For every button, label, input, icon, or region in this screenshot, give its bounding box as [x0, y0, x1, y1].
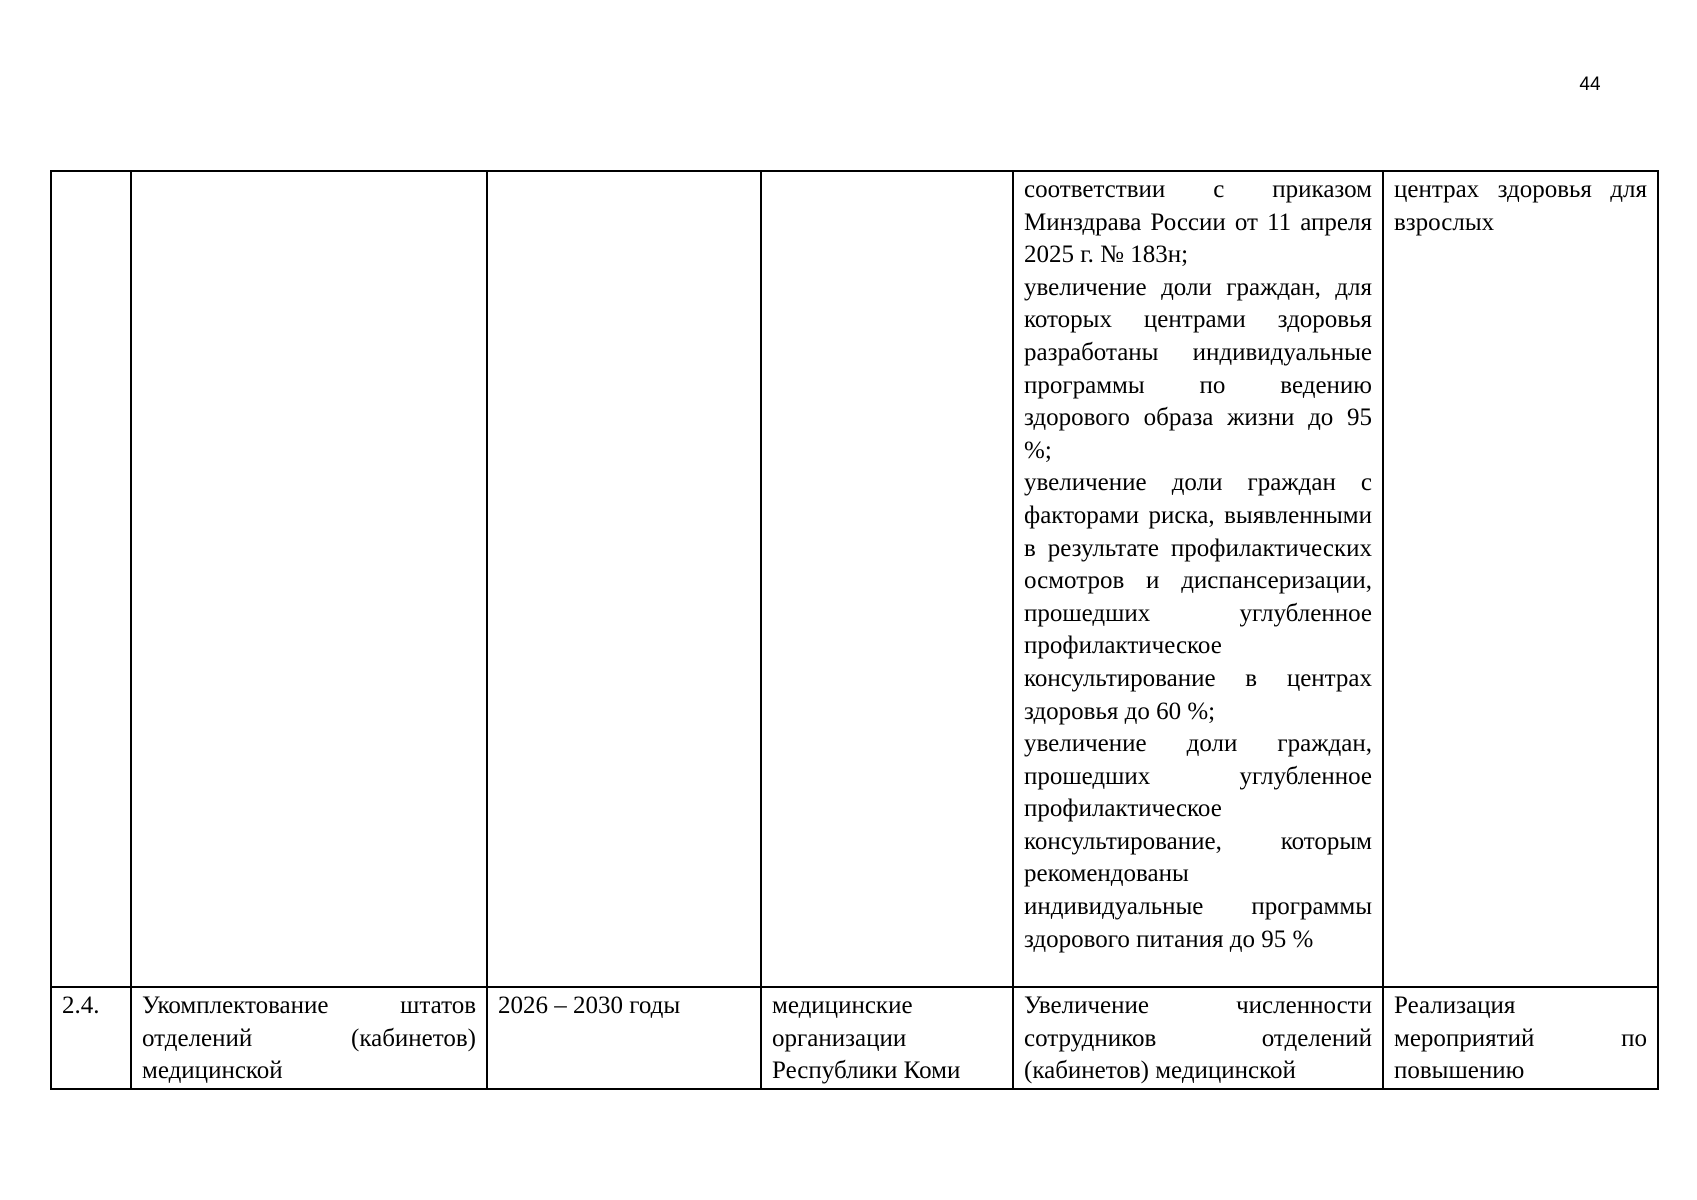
cell-indicator: Реализация мероприятий по повышению	[1383, 987, 1658, 1089]
measures-table	[50, 170, 1659, 1090]
table-row	[51, 171, 1658, 987]
cell-executors	[761, 171, 1013, 987]
cell-period	[487, 987, 761, 1089]
cell-number: 2.4.	[51, 987, 131, 1089]
page-number: 44	[1579, 74, 1601, 95]
cell-expected-result: Увеличение численности сотрудников отделений (кабинетов) медицинской	[1013, 987, 1383, 1089]
result-paragraph: увеличение доли граждан с факторами риска, выявленными в результате профилактических осмотров и диспансеризации, прошедших углубленное профилактическое консультирование в центрах здоровья до 60 %;	[1024, 469, 1372, 725]
period-text: 2026 – 2030 годы	[498, 992, 681, 1019]
result-paragraph: увеличение доли граждан, прошедших углубленное профилактическое консультирование, которым рекомендованы индивидуальные программы здорового питания до 95 %	[1024, 730, 1372, 953]
table-row	[51, 987, 1658, 1089]
cell-period	[487, 171, 761, 987]
result-paragraph: соответствии с приказом Минздрава России от 11 апреля 2025 г. № 183н;	[1024, 176, 1372, 269]
cell-measure-name: Укомплектование штатов отделений (кабинетов) медицинской	[131, 987, 487, 1089]
cell-expected-result	[1013, 171, 1383, 987]
cell-indicator: центрах здоровья для взрослых	[1383, 171, 1658, 987]
cell-executors: медицинские организации Республики Коми	[761, 987, 1013, 1089]
cell-measure-name	[131, 171, 487, 987]
result-paragraph: увеличение доли граждан, для которых центрами здоровья разработаны индивидуальные программы по ведению здорового образа жизни до 95 %;	[1024, 273, 1372, 464]
cell-number	[51, 171, 131, 987]
